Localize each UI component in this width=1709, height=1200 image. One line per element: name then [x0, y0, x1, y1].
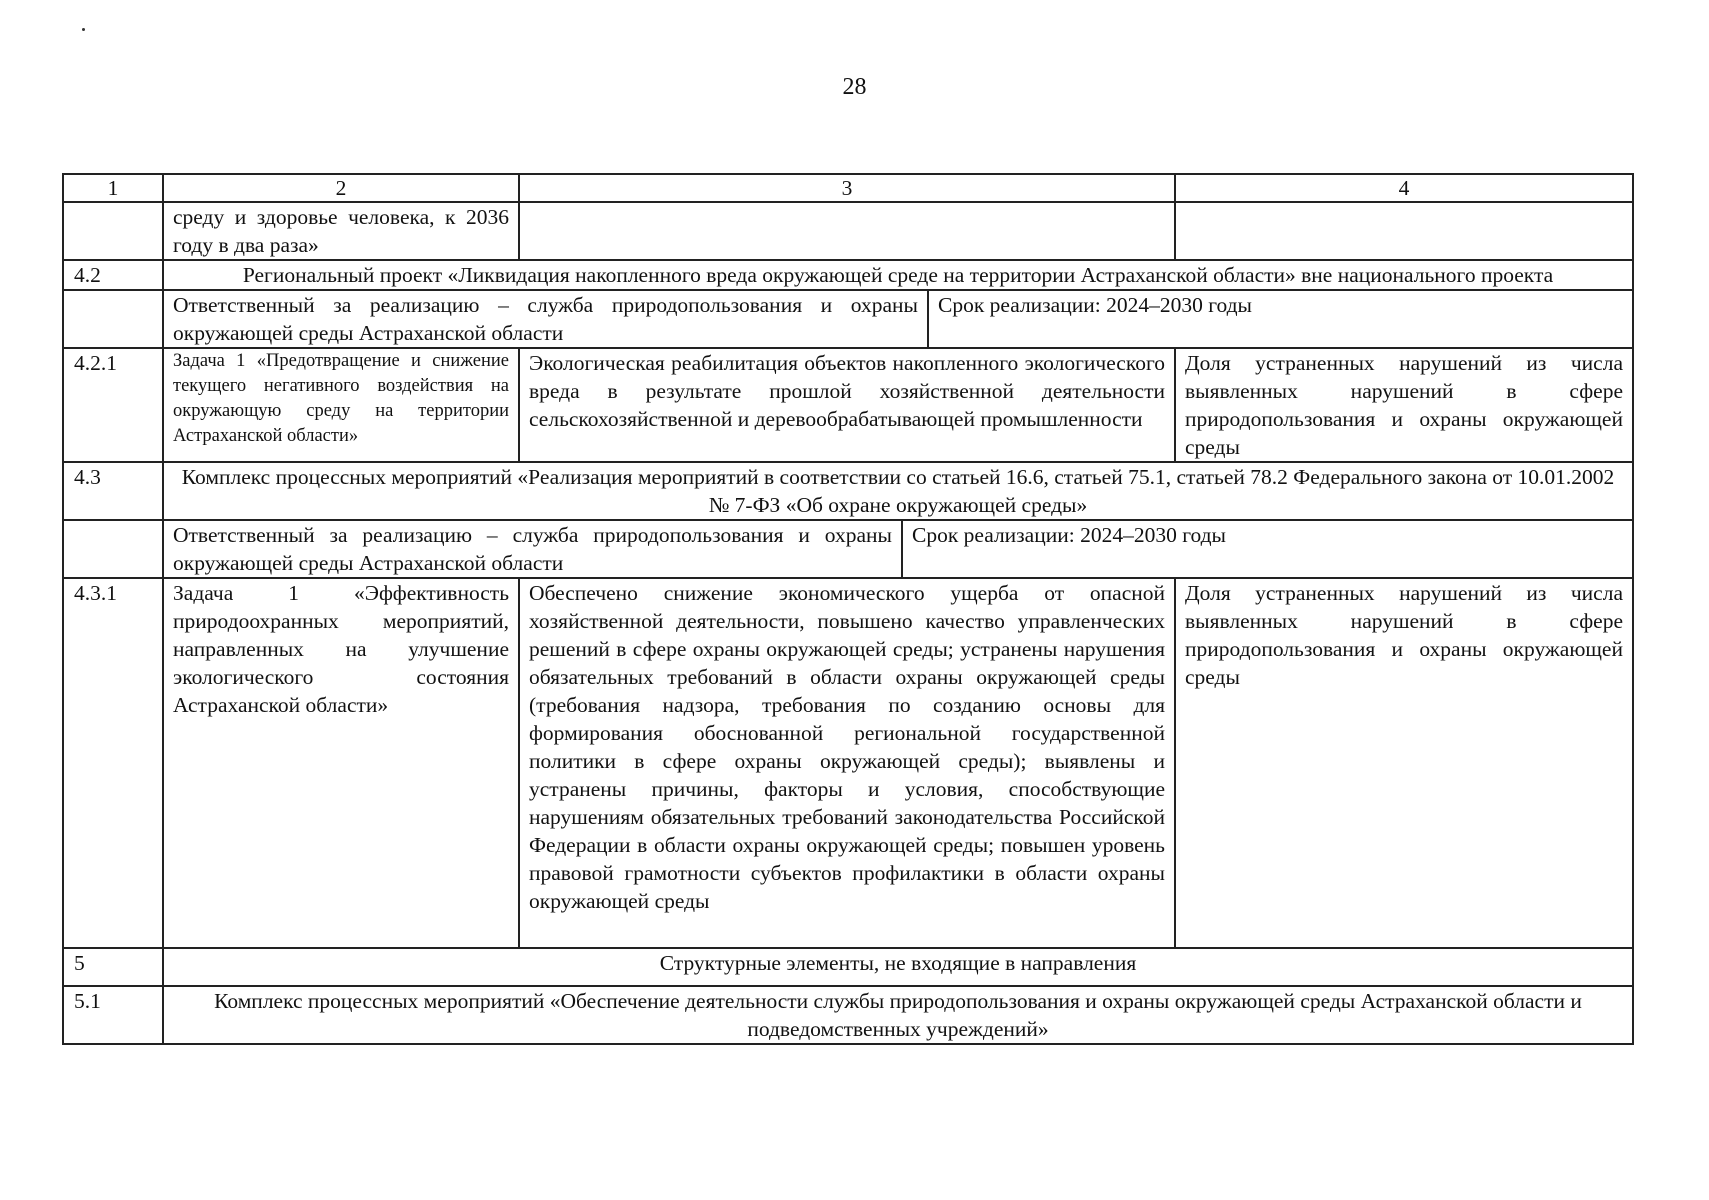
- row-number-cell: 4.3.1: [63, 578, 163, 948]
- page-number: 28: [842, 74, 867, 100]
- table-row: [63, 260, 1633, 290]
- table-row: [63, 948, 1633, 986]
- header-col-2: 2: [163, 174, 519, 202]
- row-number-cell: [63, 202, 163, 260]
- table-row: [63, 290, 1633, 348]
- row-number-cell: [63, 290, 163, 348]
- task-cell: Задача 1 «Предотвращение и снижение текущего негативного воздействия на окружающую среду на территории Астраханской области»: [163, 348, 519, 462]
- indicator-cell: Доля устраненных нарушений из числа выявленных нарушений в сфере природопользования и охраны окружающей среды: [1175, 348, 1633, 462]
- indicator-cell: Доля устраненных нарушений из числа выявленных нарушений в сфере природопользования и охраны окружающей среды: [1175, 578, 1633, 948]
- term-cell: Срок реализации: 2024–2030 годы: [928, 291, 1632, 347]
- program-table: [62, 173, 1634, 1045]
- responsible-cell: Ответственный за реализацию – служба природопользования и охраны окружающей среды Астраханской области: [173, 293, 918, 345]
- row-number-cell: [63, 520, 163, 578]
- header-col-1: 1: [63, 174, 163, 202]
- table-row: [63, 348, 1633, 462]
- task-cell: Задача 1 «Эффективность природоохранных мероприятий, направленных на улучшение экологического состояния Астраханской области»: [163, 578, 519, 948]
- section-title-cell: Структурные элементы, не входящие в направления: [163, 948, 1633, 986]
- table-row: [63, 578, 1633, 948]
- result-cell: Экологическая реабилитация объектов накопленного экологического вреда в результате прошлой хозяйственной деятельности сельскохозяйственной и деревообрабатывающей промышленности: [519, 348, 1175, 462]
- row-number-cell: 5: [63, 948, 163, 986]
- responsible-wrap: [163, 290, 1633, 348]
- row-number-cell: 4.2: [63, 260, 163, 290]
- row-number-cell: 4.2.1: [63, 348, 163, 462]
- responsible-cell: Ответственный за реализацию – служба природопользования и охраны окружающей среды Астраханской области: [173, 523, 892, 575]
- indicator-cell: [1175, 202, 1633, 260]
- row-number-cell: 5.1: [63, 986, 163, 1044]
- table-row: [63, 462, 1633, 520]
- section-title-cell: Комплекс процессных мероприятий «Обеспечение деятельности службы природопользования и охраны окружающей среды Астраханской области и подведомственных учреждений»: [163, 986, 1633, 1044]
- row-number-cell: 4.3: [63, 462, 163, 520]
- section-title-cell: Региональный проект «Ликвидация накопленного вреда окружающей среде на территории Астраханской области» вне национального проекта: [163, 260, 1633, 290]
- table-row: [63, 520, 1633, 578]
- term-cell: Срок реализации: 2024–2030 годы: [902, 521, 1632, 577]
- result-cell: [519, 202, 1175, 260]
- scan-dot: [82, 28, 85, 31]
- table-header-row: [63, 174, 1633, 202]
- header-col-4: 4: [1175, 174, 1633, 202]
- section-title-cell: Комплекс процессных мероприятий «Реализация мероприятий в соответствии со статьей 16.6, статьей 75.1, статьей 78.2 Федерального закона от 10.01.2002 № 7-ФЗ «Об охране окружающей среды»: [163, 462, 1633, 520]
- header-col-3: 3: [519, 174, 1175, 202]
- table-row: [63, 986, 1633, 1044]
- table-row: [63, 202, 1633, 260]
- responsible-wrap: [163, 520, 1633, 578]
- result-cell: Обеспечено снижение экономического ущерба от опасной хозяйственной деятельности, повышено качество управленческих решений в сфере охраны окружающей среды; устранены нарушения обязательных требований в области охраны окружающей среды (требования надзора, требования по созданию основы для формирования обоснованной региональной государственной политики в сфере охраны окружающей среды); выявлены и устранены причины, факторы и условия, способствующие нарушениям обязательных требований законодательства Российской Федерации в области охраны окружающей среды; повышен уровень правовой грамотности субъектов профилактики в области охраны окружающей среды: [519, 578, 1175, 948]
- task-cell: среду и здоровье человека, к 2036 году в два раза»: [163, 202, 519, 260]
